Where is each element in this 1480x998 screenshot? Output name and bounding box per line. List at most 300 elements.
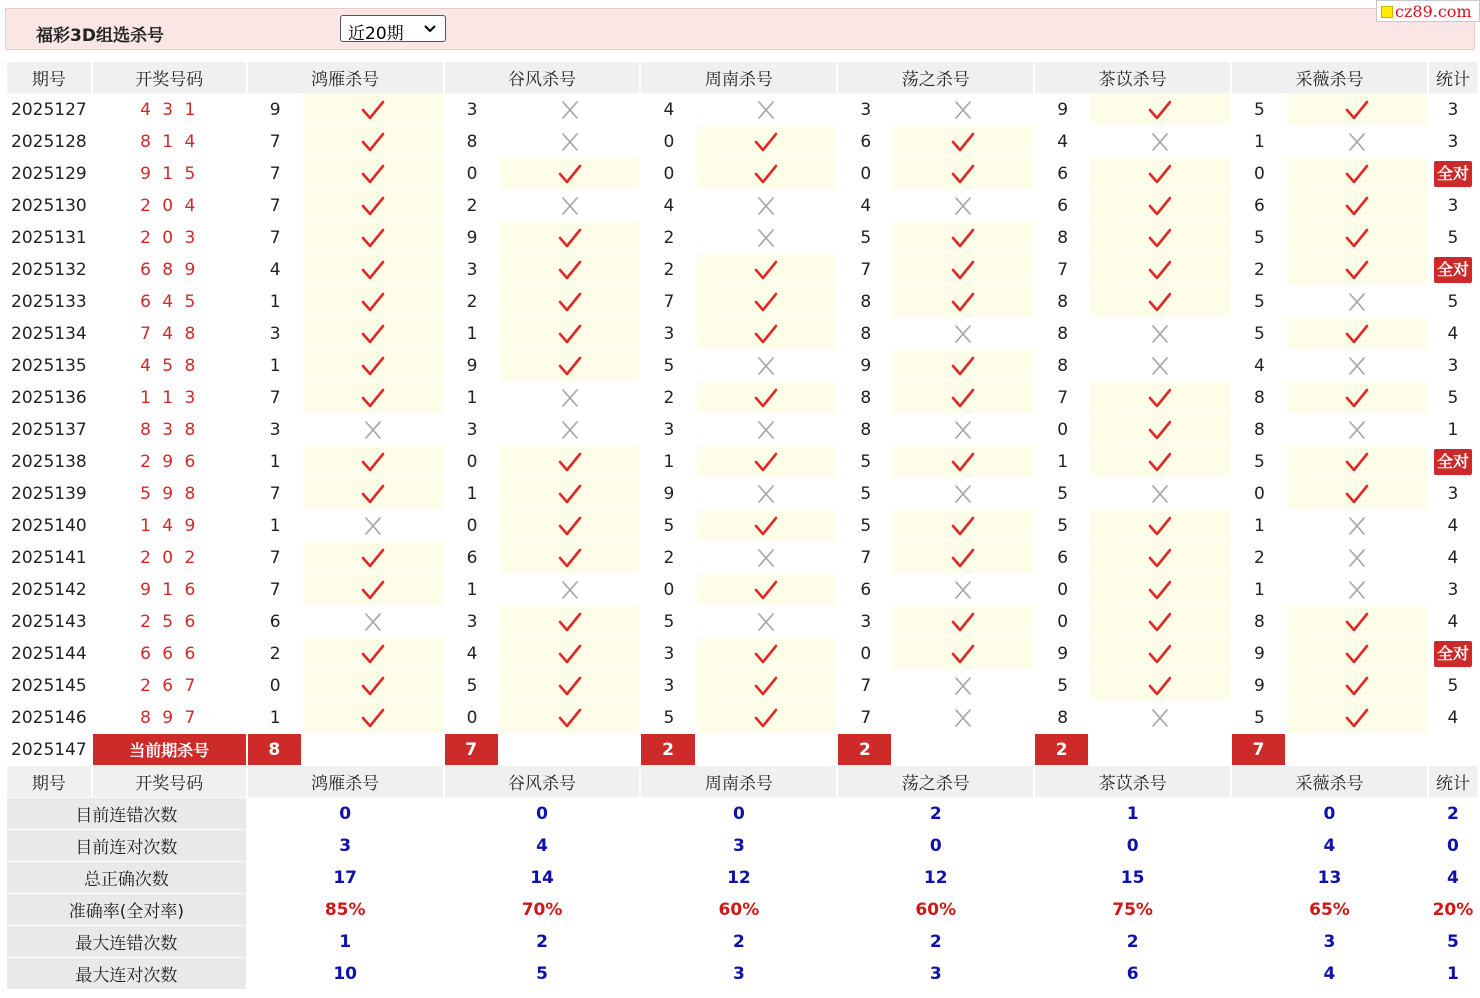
stats-value: 2 [536,931,548,952]
issue-cell: 2025127 [7,94,91,125]
kill-number-cell: 7 [269,387,281,408]
result-mark-cell [893,574,1033,605]
check-icon [753,387,779,409]
logo-square-icon [1381,6,1393,18]
draw-number-cell: 8 1 4 [140,131,199,152]
result-mark-cell [303,414,443,445]
issue-cell: 2025145 [7,670,91,701]
cross-icon [753,611,779,633]
kill-number-cell: 4 [1254,355,1265,376]
result-mark-cell [697,574,837,605]
stats-value: 5 [536,963,548,984]
current-kill-number: 2 [838,734,891,765]
result-mark-cell [1090,446,1230,477]
stats-row [7,862,1477,893]
row-total-cell: 4 [1447,707,1459,728]
draw-number-cell: 6 6 6 [140,643,199,664]
result-mark-cell [893,638,1033,669]
kill-number-cell: 0 [1057,579,1069,600]
row-total-cell [1429,254,1477,285]
kill-number-cell: 8 [1254,419,1265,440]
draw-number-cell: 4 3 1 [140,99,199,120]
stats-value: 1 [339,931,352,952]
kill-number-cell: 4 [466,643,478,664]
check-icon [1147,99,1173,121]
check-icon [1147,227,1173,249]
kill-number-cell: 2 [663,227,675,248]
row-total-cell: 1 [1447,419,1459,440]
issue-cell: 2025144 [7,638,91,669]
result-mark-cell [1090,670,1230,701]
header-expert: 采薇杀号 [1232,62,1427,93]
issue-cell: 2025135 [7,350,91,381]
kill-number-cell: 7 [860,707,872,728]
result-mark-cell [1287,382,1427,413]
check-icon [557,483,583,505]
kill-number-cell: 1 [663,451,675,472]
period-select[interactable] [340,15,446,42]
kill-number-cell: 1 [269,515,281,536]
kill-number-cell: 0 [466,707,478,728]
result-mark-cell [500,222,640,253]
result-mark-cell [1090,702,1230,733]
check-icon [950,387,976,409]
header-expert: 茶苡杀号 [1035,766,1230,797]
result-mark-cell [697,542,837,573]
result-mark-cell [303,574,443,605]
kill-number-cell: 8 [860,323,872,344]
result-mark-cell [697,350,837,381]
stats-label: 目前连对次数 [7,830,246,861]
result-mark-cell [1090,254,1230,285]
cross-icon [1147,707,1173,729]
kill-number-cell: 5 [663,355,675,376]
kill-number-cell: 5 [860,227,872,248]
kill-number-cell: 0 [1057,611,1069,632]
stats-value: 4 [536,835,548,856]
draw-number-cell: 2 9 6 [140,451,199,472]
kill-number-cell: 5 [860,515,872,536]
table-row [7,382,1477,413]
check-icon [557,163,583,185]
table-row [7,286,1477,317]
stats-label: 准确率(全对率) [7,894,246,925]
issue-cell: 2025146 [7,702,91,733]
check-icon [1147,611,1173,633]
result-mark-cell [893,190,1033,221]
table-row [7,414,1477,445]
kill-number-cell: 9 [1254,643,1265,664]
cross-icon [1344,291,1370,313]
kill-number-cell: 6 [1057,547,1069,568]
kill-number-cell: 5 [1254,323,1265,344]
check-icon [360,547,386,569]
result-mark-cell [303,126,443,157]
cross-icon [1344,419,1370,441]
kill-number-cell: 5 [1057,515,1069,536]
result-mark-cell [500,158,640,189]
kill-number-cell: 5 [860,483,872,504]
table-row [7,94,1477,125]
kill-number-cell: 8 [1254,387,1265,408]
kill-number-cell: 7 [269,579,281,600]
check-icon [1344,163,1370,185]
result-mark-cell [1090,542,1230,573]
result-mark-cell [893,542,1033,573]
result-mark-cell [303,702,443,733]
kill-number-cell: 3 [269,419,281,440]
page-title: 福彩3D组选杀号 [36,26,164,46]
result-mark-cell [697,190,837,221]
result-mark-cell [303,638,443,669]
kill-number-cell: 6 [860,579,872,600]
check-icon [753,515,779,537]
result-mark-cell [697,606,837,637]
check-icon [753,451,779,473]
kill-number-cell: 0 [663,163,675,184]
result-mark-cell [303,382,443,413]
check-icon [557,675,583,697]
row-total-cell: 3 [1447,483,1459,504]
table-row [7,190,1477,221]
kill-number-cell: 7 [860,547,872,568]
result-mark-cell [893,254,1033,285]
row-total-cell [1429,638,1477,669]
stats-value: 70% [521,899,563,920]
header-issue: 期号 [7,62,91,93]
result-mark-cell [697,670,837,701]
result-mark-cell [1090,414,1230,445]
kill-number-cell: 1 [466,483,478,504]
kill-number-cell: 6 [1254,195,1265,216]
stats-total: 5 [1447,931,1459,952]
result-mark-cell [1287,510,1427,541]
result-mark-cell [1287,190,1427,221]
check-icon [1147,259,1173,281]
header-expert: 采薇杀号 [1232,766,1427,797]
kill-number-cell: 0 [663,579,675,600]
draw-number-cell: 6 8 9 [140,259,199,280]
kill-number-cell: 1 [1254,579,1265,600]
cross-icon [557,387,583,409]
current-total-blank [1429,734,1477,765]
result-mark-cell [1287,286,1427,317]
current-kill-blank [893,734,1033,765]
result-mark-cell [500,94,640,125]
result-mark-cell [303,542,443,573]
stats-value: 2 [929,931,942,952]
cross-icon [557,419,583,441]
result-mark-cell [1287,638,1427,669]
kill-number-cell: 8 [1057,355,1069,376]
result-mark-cell [697,254,837,285]
header-total: 统计 [1429,766,1477,797]
kill-number-cell: 8 [1057,707,1069,728]
kill-number-cell: 0 [1254,483,1265,504]
check-icon [360,387,386,409]
check-icon [1147,195,1173,217]
result-mark-cell [1090,94,1230,125]
kill-number-cell: 3 [860,99,872,120]
kill-number-cell: 7 [1057,259,1069,280]
stats-value: 3 [732,835,745,856]
kill-number-cell: 9 [466,355,478,376]
stats-total: 1 [1447,963,1459,984]
check-icon [1344,643,1370,665]
kill-number-cell: 0 [269,675,281,696]
stats-value: 17 [333,867,358,888]
stats-value: 12 [727,867,751,888]
kill-number-cell: 3 [663,675,675,696]
issue-cell: 2025130 [7,190,91,221]
kill-number-cell: 0 [466,515,478,536]
current-issue-cell: 2025147 [7,734,91,765]
check-icon [753,131,779,153]
check-icon [753,323,779,345]
check-icon [1344,451,1370,473]
kill-number-cell: 0 [860,643,872,664]
result-mark-cell [1287,254,1427,285]
result-mark-cell [303,254,443,285]
header-expert: 荡之杀号 [838,62,1033,93]
table-header [7,62,1477,93]
kill-number-cell: 3 [466,419,478,440]
check-icon [360,579,386,601]
check-icon [1344,195,1370,217]
result-mark-cell [303,286,443,317]
table-row [7,446,1477,477]
result-mark-cell [1287,222,1427,253]
check-icon [360,675,386,697]
cross-icon [1344,515,1370,537]
kill-number-cell: 5 [663,707,675,728]
result-mark-cell [893,670,1033,701]
header-expert: 鸿雁杀号 [248,766,443,797]
stats-row [7,830,1477,861]
stats-total: 2 [1447,803,1459,824]
kill-number-cell: 4 [269,259,281,280]
row-total-cell: 5 [1447,227,1459,248]
kill-number-cell: 7 [860,259,872,280]
result-mark-cell [500,414,640,445]
kill-number-cell: 2 [466,291,478,312]
result-mark-cell [500,510,640,541]
result-mark-cell [303,510,443,541]
result-mark-cell [303,94,443,125]
result-mark-cell [1090,350,1230,381]
kill-number-cell: 5 [1254,227,1265,248]
kill-number-cell: 3 [466,259,478,280]
issue-cell: 2025138 [7,446,91,477]
kill-number-cell: 0 [1057,419,1069,440]
cross-icon [360,419,386,441]
result-mark-cell [1090,478,1230,509]
kill-number-cell: 2 [1254,547,1265,568]
result-mark-cell [697,478,837,509]
row-total-cell: 5 [1447,675,1459,696]
stats-value: 14 [530,867,554,888]
stats-value: 65% [1309,899,1350,920]
kill-number-cell: 5 [466,675,478,696]
result-mark-cell [893,286,1033,317]
kill-number-cell: 5 [1254,451,1265,472]
header-draw: 开奖号码 [93,62,246,93]
draw-number-cell: 7 4 8 [140,323,199,344]
header-expert: 谷风杀号 [445,62,640,93]
check-icon [950,515,976,537]
kill-number-cell: 6 [1057,195,1069,216]
kill-number-cell: 2 [663,259,675,280]
kill-number-cell: 9 [860,355,872,376]
result-mark-cell [1090,510,1230,541]
kill-number-cell: 3 [860,611,872,632]
kill-number-cell: 2 [1254,259,1265,280]
row-total-cell: 4 [1447,547,1459,568]
check-icon [360,99,386,121]
result-mark-cell [893,158,1033,189]
stats-value: 3 [1323,931,1336,952]
kill-number-cell: 3 [663,419,675,440]
cross-icon [1147,355,1173,377]
kill-number-cell: 7 [269,227,281,248]
check-icon [950,355,976,377]
kill-number-cell: 8 [1057,227,1069,248]
cross-icon [1147,131,1173,153]
current-kill-label: 当前期杀号 [93,734,246,765]
stats-row [7,926,1477,957]
kill-number-cell: 7 [269,163,281,184]
check-icon [557,643,583,665]
kill-number-cell: 2 [466,195,478,216]
kill-number-cell: 5 [663,515,675,536]
check-icon [557,451,583,473]
result-mark-cell [500,286,640,317]
kill-number-cell: 7 [269,195,281,216]
draw-number-cell: 9 1 5 [140,163,199,184]
result-mark-cell [1287,158,1427,189]
all-correct-badge: 全对 [1434,449,1472,475]
result-mark-cell [1090,382,1230,413]
result-mark-cell [500,318,640,349]
result-mark-cell [1287,574,1427,605]
issue-cell: 2025143 [7,606,91,637]
stats-value: 60% [718,899,760,920]
logo-text: cz89.com [1395,2,1472,21]
period-select-value: 近20期 [348,24,404,44]
result-mark-cell [697,414,837,445]
check-icon [360,707,386,729]
kill-number-cell: 3 [269,323,281,344]
stats-label: 目前连错次数 [7,798,246,829]
stats-value: 0 [1323,803,1336,824]
result-mark-cell [893,350,1033,381]
result-mark-cell [303,478,443,509]
issue-cell: 2025129 [7,158,91,189]
all-correct-badge: 全对 [1434,257,1472,283]
kill-number-cell: 0 [1254,163,1265,184]
kill-number-cell: 5 [1057,675,1069,696]
check-icon [950,259,976,281]
current-kill-number: 7 [1232,734,1285,765]
check-icon [753,643,779,665]
check-icon [753,707,779,729]
cross-icon [557,195,583,217]
stats-value: 75% [1112,899,1153,920]
draw-number-cell: 2 0 4 [140,195,199,216]
result-mark-cell [893,222,1033,253]
check-icon [950,547,976,569]
kill-number-cell: 8 [1057,323,1069,344]
cross-icon [753,227,779,249]
header-issue: 期号 [7,766,91,797]
result-mark-cell [697,382,837,413]
row-total-cell: 4 [1447,323,1459,344]
kill-number-cell: 5 [1254,707,1265,728]
draw-number-cell: 8 3 8 [140,419,199,440]
stats-value: 12 [923,867,948,888]
kill-number-cell: 4 [860,195,872,216]
result-mark-cell [893,94,1033,125]
kill-number-cell: 1 [269,707,281,728]
stats-total: 4 [1447,867,1459,888]
check-icon [557,707,583,729]
row-total-cell: 3 [1447,131,1459,152]
check-icon [557,291,583,313]
result-mark-cell [1090,606,1230,637]
check-icon [753,259,779,281]
stats-value: 13 [1317,867,1342,888]
kill-number-cell: 0 [860,163,872,184]
stats-label: 最大连错次数 [7,926,246,957]
table-row [7,542,1477,573]
check-icon [360,163,386,185]
draw-number-cell: 8 9 7 [140,707,199,728]
current-kill-number: 2 [1035,734,1088,765]
result-mark-cell [500,478,640,509]
all-correct-badge: 全对 [1434,641,1472,667]
kill-number-cell: 1 [466,387,478,408]
kill-number-cell: 7 [269,131,281,152]
kill-number-cell: 9 [1057,99,1069,120]
issue-cell: 2025139 [7,478,91,509]
draw-number-cell: 1 4 9 [140,515,199,536]
kill-number-cell: 6 [1057,163,1069,184]
kill-number-cell: 7 [269,547,281,568]
result-mark-cell [1090,574,1230,605]
result-mark-cell [893,478,1033,509]
table-row [7,702,1477,733]
result-mark-cell [697,510,837,541]
cross-icon [950,419,976,441]
cross-icon [753,547,779,569]
site-logo[interactable] [1376,0,1480,22]
result-mark-cell [893,702,1033,733]
check-icon [1147,451,1173,473]
kill-number-cell: 9 [269,99,281,120]
check-icon [557,323,583,345]
result-mark-cell [697,638,837,669]
current-kill-blank [1090,734,1230,765]
check-icon [950,611,976,633]
check-icon [557,611,583,633]
header-expert: 周南杀号 [641,766,836,797]
kill-number-cell: 1 [1254,515,1265,536]
table-row [7,574,1477,605]
check-icon [360,483,386,505]
check-icon [1147,515,1173,537]
result-mark-cell [1090,126,1230,157]
stats-label: 总正确次数 [7,862,246,893]
